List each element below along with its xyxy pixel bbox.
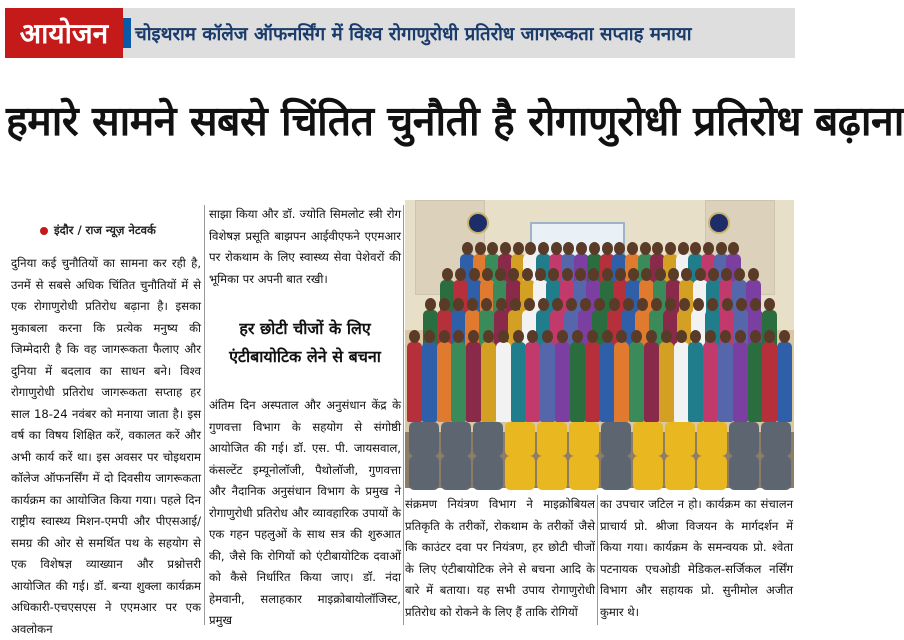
photo-person-head <box>513 242 524 255</box>
photo-person-head <box>575 268 586 281</box>
photo-person-head <box>628 268 639 281</box>
photo-person-head <box>409 330 420 343</box>
photo-person <box>481 342 496 422</box>
auditorium-seat <box>697 456 727 490</box>
photo-person <box>466 342 481 422</box>
auditorium-seat <box>697 422 727 456</box>
auditorium-seat <box>761 456 791 490</box>
photo-person-head <box>482 268 493 281</box>
photo-person-head <box>602 330 613 343</box>
photo-person-head <box>735 330 746 343</box>
auditorium-seat <box>473 456 503 490</box>
auditorium-seat <box>633 456 663 490</box>
auditorium-seat <box>409 456 439 490</box>
photo-person-head <box>764 298 775 311</box>
photo-person <box>718 342 733 422</box>
sub-headline-line-2: एंटीबायोटिक लेने से बचना <box>229 347 381 366</box>
photo-person-head <box>424 330 435 343</box>
photo-person-head <box>651 298 662 311</box>
photo-person <box>688 342 703 422</box>
auditorium-seat <box>601 456 631 490</box>
section-ribbon <box>5 8 795 58</box>
sub-headline-line-1: हर छोटी चीजों के लिए <box>239 319 371 338</box>
photo-person-head <box>587 330 598 343</box>
bullet-dot-icon <box>40 227 48 235</box>
photo-person <box>540 342 555 422</box>
photo-person-head <box>469 268 480 281</box>
photo-person-head <box>736 298 747 311</box>
photo-person-head <box>661 330 672 343</box>
auditorium-seat <box>761 422 791 456</box>
photo-person-head <box>483 330 494 343</box>
photo-person-head <box>665 242 676 255</box>
photo-person <box>703 342 718 422</box>
photo-person-head <box>552 298 563 311</box>
auditorium-seat <box>441 422 471 456</box>
article-column-1 <box>11 253 201 640</box>
auditorium-seat <box>569 456 599 490</box>
auditorium-seat <box>537 422 567 456</box>
photo-person <box>451 342 466 422</box>
photo-person-head <box>551 242 562 255</box>
photo-person-head <box>510 298 521 311</box>
photo-person-head <box>615 268 626 281</box>
photo-person-head <box>602 268 613 281</box>
college-logo-icon <box>467 212 489 234</box>
photo-person <box>437 342 452 422</box>
photo-person <box>407 342 422 422</box>
photo-person-head <box>589 242 600 255</box>
auditorium-seat <box>665 422 695 456</box>
photo-person-head <box>748 268 759 281</box>
photo-person-head <box>668 268 679 281</box>
photo-person-head <box>695 268 706 281</box>
auditorium-seat <box>409 422 439 456</box>
section-tag: आयोजन <box>5 8 123 58</box>
photo-person <box>614 342 629 422</box>
auditorium-seat <box>569 422 599 456</box>
column-divider <box>204 205 205 625</box>
auditorium-seat <box>729 456 759 490</box>
photo-person-head <box>703 242 714 255</box>
auditorium-seat <box>665 456 695 490</box>
photo-person-head <box>500 242 511 255</box>
article-column-3 <box>405 494 595 623</box>
photo-person <box>644 342 659 422</box>
photo-person <box>762 342 777 422</box>
photo-person-head <box>562 268 573 281</box>
photo-person-head <box>708 268 719 281</box>
photo-person <box>496 342 511 422</box>
photo-person <box>555 342 570 422</box>
column-divider <box>403 205 404 625</box>
photo-person-head <box>557 330 568 343</box>
auditorium-seat <box>505 422 535 456</box>
auditorium-seat <box>537 456 567 490</box>
photo-person-head <box>475 242 486 255</box>
photo-person <box>600 342 615 422</box>
photo-person-head <box>623 298 634 311</box>
article-column-2-top <box>209 204 401 309</box>
photo-person <box>511 342 526 422</box>
auditorium-seat <box>505 456 535 490</box>
photo-person <box>525 342 540 422</box>
article-column-2-bottom <box>209 395 401 632</box>
photo-person-head <box>609 298 620 311</box>
photo-person-head <box>462 242 473 255</box>
photo-person <box>570 342 585 422</box>
byline <box>40 223 190 238</box>
photo-person-head <box>676 330 687 343</box>
photo-person-head <box>655 268 666 281</box>
photo-person-head <box>640 242 651 255</box>
ribbon-title: चोइथराम कॉलेज ऑफनर्सिंग में विश्व रोगाणुरोधी प्रतिरोध जागरूकता सप्ताह मनाया <box>135 23 692 45</box>
photo-person <box>748 342 763 422</box>
photo-person <box>659 342 674 422</box>
column-3-text: संक्रमण नियंत्रण विभाग ने माइक्रोबियल प्रतिकृति के तरीकों, रोकथाम के तरीकों जैसे कि काउंटर दवा पर नियंत्रण, हर छोटी चीजों के लिए एंटीबायोटिक लेने से बचना आदि के बारे में बताया। यह सभी उपाय रोगाणुरोधी प्रतिरोध को रोकने के लिए हैं ताकि रोगियों <box>405 497 595 619</box>
photo-person-head <box>716 242 727 255</box>
photo-person-head <box>646 330 657 343</box>
auditorium-seat <box>601 422 631 456</box>
photo-person <box>733 342 748 422</box>
photo-person <box>674 342 689 422</box>
photo-person <box>422 342 437 422</box>
photo-person-head <box>637 298 648 311</box>
photo-person <box>629 342 644 422</box>
article-column-4 <box>600 494 793 623</box>
photo-person-head <box>722 298 733 311</box>
photo-person-head <box>496 298 507 311</box>
auditorium-seat <box>729 422 759 456</box>
photo-person-head <box>513 330 524 343</box>
main-headline: हमारे सामने सबसे चिंतित चुनौती है रोगाणुरोधी प्रतिरोध बढ़ाना <box>6 97 904 145</box>
photo-person <box>585 342 600 422</box>
group-photo <box>405 200 794 488</box>
photo-person-head <box>720 330 731 343</box>
auditorium-seat <box>633 422 663 456</box>
photo-person-head <box>442 268 453 281</box>
photo-person-head <box>538 242 549 255</box>
photo-person-head <box>439 330 450 343</box>
photo-person-head <box>524 298 535 311</box>
ribbon-bar <box>123 8 795 58</box>
column-divider <box>597 495 598 625</box>
auditorium-seat <box>441 456 471 490</box>
college-logo-icon <box>708 212 730 234</box>
auditorium-seat <box>473 422 503 456</box>
sub-headline <box>209 315 401 371</box>
photo-person-head <box>750 330 761 343</box>
photo-person-head <box>678 242 689 255</box>
photo-person-head <box>425 298 436 311</box>
photo-person-head <box>665 298 676 311</box>
photo-person-head <box>602 242 613 255</box>
column-1-text: दुनिया कई चुनौतियों का सामना कर रही है, उनमें से सबसे अधिक चिंतित चुनौतियों में से एक रोगाणुरोधी प्रतिरोध बढ़ाना है। इसका मुकाबला करना कि प्रत्येक मनुष्य की जिम्मेदारी है कि वह जागरूकता फैलाए और दुनिया में बदलाव का साधन बने। विश्व रोगाणुरोधी प्रतिरोध जागरूकता सप्ताह हर साल 18-24 नवंबर को मनाया जाता है। इस वर्ष का विषय शिक्षित करें, वकालत करें और अभी कार्य करें था। इस अवसर पर चोइथराम कॉलेज ऑफनर्सिंग में दो दिवसीय जागरूकता कार्यक्रम का आयोजित किया गया। पहले दिन राष्ट्रीय स्वास्थ्य मिशन-एमपी और पीएसआई/समग्र की ओर से समर्थित पथ के सहयोग से एक विशेषज्ञ व्याख्यान और प्रश्नोत्तरी आयोजित की गई। डॉ. बन्या शुक्ला कार्यक्रम अधिकारी-एचएसएस ने एएमआर पर एक अवलोकन <box>11 256 201 636</box>
photo-person-head <box>522 268 533 281</box>
column-4-text: का उपचार जटिल न हो। कार्यक्रम का संचालन प्राचार्य प्रो. श्रीजा विजयन के मार्गदर्शन में किया गया। कार्यक्रम के समन्वयक प्रो. श्वेता पटनायक एचओडी मेडिकल-सर्जिकल नर्सिंग विभाग और सहायक प्रो. सुनीमोल अजीत कुमार थे। <box>600 497 793 619</box>
column-2-bottom-text: अंतिम दिन अस्पताल और अनुसंधान केंद्र के गुणवत्ता विभाग के सहयोग से संगोष्ठी आयोजित की गई। डॉ. एस. पी. जायसवाल, कंसल्टेंट इम्यूनोलॉजी, पैथोलॉजी, गुणवत्ता और नैदानिक अनुसंधान विभाग के प्रमुख ने रोगाणुरोधी प्रतिरोध और व्यावहारिक उपायों के एक गहन पहलुओं के साथ सत्र की शुरुआत की, जैसे कि रोगियों को एंटीबायोटिक दवाओं को कैसे निर्धारित किया जाए। डॉ. नंदा हेमवानी, सलाहकार माइक्रोबायोलॉजिस्ट, प्रमुख <box>209 398 401 627</box>
byline-text: इंदौर / राज न्यूज़ नेटवर्क <box>54 223 156 237</box>
photo-person-head <box>535 268 546 281</box>
column-2-top-text: साझा किया और डॉ. ज्योति सिमलोट स्त्री रोग विशेषज्ञ प्रसूति बाझपन आईवीएफने एएमआर पर रोकथाम के लिए स्वास्थ्य सेवा पेशेवरों की भूमिका पर अपनी बात रखी। <box>209 207 401 286</box>
photo-person-head <box>627 242 638 255</box>
photo-person <box>777 342 792 422</box>
photo-person-head <box>750 298 761 311</box>
photo-person-head <box>572 330 583 343</box>
photo-person-head <box>538 298 549 311</box>
photo-person-head <box>498 330 509 343</box>
